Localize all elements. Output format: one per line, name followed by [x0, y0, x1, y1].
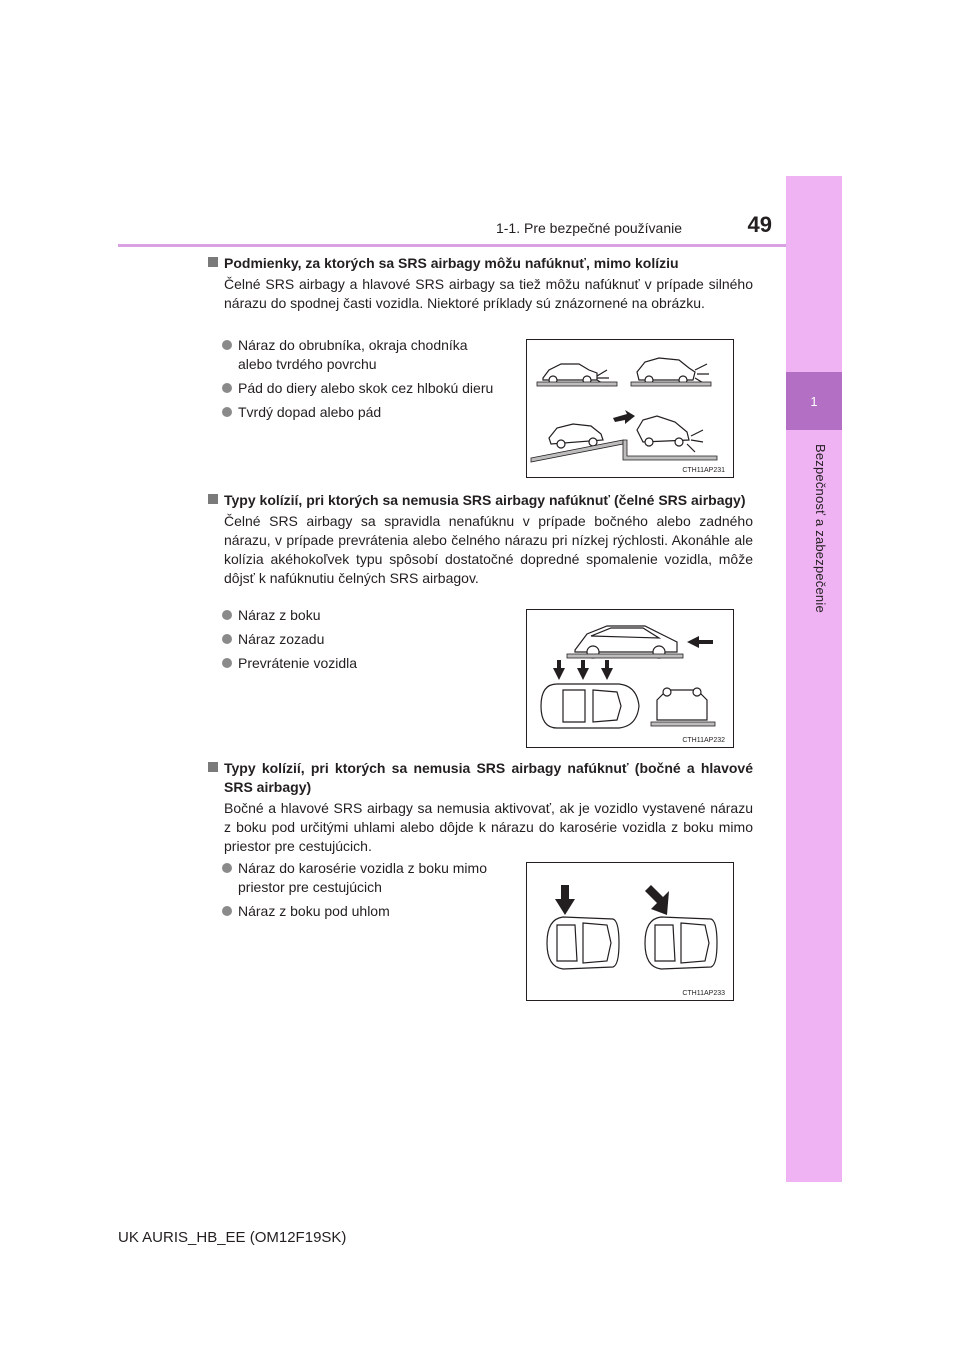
section-3-heading [208, 759, 753, 797]
list-item: Náraz zozadu [222, 630, 502, 649]
square-bullet-icon [208, 257, 218, 267]
round-bullet-icon [222, 906, 232, 916]
square-bullet-icon [208, 494, 218, 504]
chapter-side-tab [786, 176, 842, 1182]
section-2-bullets [222, 606, 502, 678]
section-3-heading-text: Typy kolízií, pri ktorých sa nemusia SRS airbagy nafúknuť (bočné a hlavové SRS airbagy) [224, 760, 753, 795]
list-item: Náraz do karosérie vozidla z boku mimo priestor pre cestujúcich [222, 859, 502, 897]
round-bullet-icon [222, 340, 232, 350]
figure-code: CTH11AP231 [682, 467, 725, 474]
square-bullet-icon [208, 762, 218, 772]
figure-side-nondeploy [526, 862, 734, 1001]
list-item: Tvrdý dopad alebo pád [222, 403, 502, 422]
round-bullet-icon [222, 383, 232, 393]
running-header-title: 1-1. Pre bezpečné používanie [495, 220, 682, 236]
section-2-heading-text: Typy kolízií, pri ktorých sa nemusia SRS airbagy nafúknuť (čelné SRS airbagy) [224, 492, 746, 508]
list-item: Náraz do obrubníka, okraja chodníka alebo tvrdého povrchu [222, 336, 502, 374]
page-number: 49 [747, 212, 772, 237]
section-1-body: Čelné SRS airbagy a hlavové SRS airbagy sa tiež môžu nafúknuť v prípade silného nárazu do spodnej časti vozidla. Niektoré príklady sú znázornené na obrázku. [224, 276, 753, 311]
section-2-heading [208, 491, 753, 510]
section-3-bullets [222, 859, 502, 926]
car-illustration-icon [527, 610, 733, 747]
section-1 [208, 254, 753, 313]
chapter-label: Bezpečnosť a zabezpečenie [813, 444, 828, 613]
section-3 [208, 759, 753, 856]
list-item: Pád do diery alebo skok cez hlbokú dieru [222, 379, 502, 398]
figure-frontal-nondeploy [526, 609, 734, 748]
figure-code: CTH11AP232 [682, 737, 725, 744]
car-illustration-icon [527, 863, 733, 1000]
round-bullet-icon [222, 863, 232, 873]
round-bullet-icon [222, 658, 232, 668]
list-item: Náraz z boku pod uhlom [222, 902, 502, 921]
section-2 [208, 491, 753, 588]
round-bullet-icon [222, 407, 232, 417]
list-item: Náraz z boku [222, 606, 502, 625]
figure-code: CTH11AP233 [682, 990, 725, 997]
manual-code: UK AURIS_HB_EE (OM12F19SK) [118, 1229, 347, 1246]
header-rule [118, 244, 786, 247]
car-illustration-icon [527, 340, 733, 477]
section-2-body: Čelné SRS airbagy sa spravidla nenafúknu v prípade bočného alebo zadného nárazu, v prípade prevrátenia alebo čelného nárazu pri nízkej rýchlosti. Akonáhle ale kolízia akéhokoľvek typu spôsobí dostatočné dopredné spomalenie vozidla, môže dôjsť k nafúknutiu čelných SRS airbagov. [224, 513, 753, 586]
section-1-bullets [222, 336, 502, 427]
chapter-number: 1 [786, 372, 842, 430]
figure-undercarriage-impact [526, 339, 734, 478]
list-item: Prevrátenie vozidla [222, 654, 502, 673]
round-bullet-icon [222, 634, 232, 644]
section-3-body: Bočné a hlavové SRS airbagy sa nemusia aktivovať, ak je vozidlo vystavené nárazu z boku pod určitými uhlami alebo dôjde k nárazu do karosérie vozidla z boku mimo priestor pre cestujúcich. [224, 800, 753, 854]
section-1-heading [208, 254, 753, 273]
round-bullet-icon [222, 610, 232, 620]
section-1-heading-text: Podmienky, za ktorých sa SRS airbagy môžu nafúknuť, mimo kolíziu [224, 255, 679, 271]
